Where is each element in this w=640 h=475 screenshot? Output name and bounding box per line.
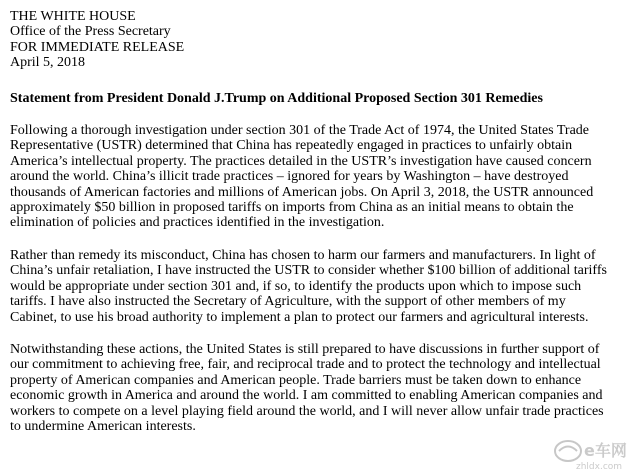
press-release-document bbox=[10, 9, 632, 434]
paragraph-line: thousands of American factories and millions of American jobs. On April 3, 2018, the USTR announced bbox=[10, 184, 594, 200]
release-header bbox=[10, 9, 632, 71]
paragraph-line: Rather than remedy its misconduct, China has chosen to harm our farmers and manufacturers. In light of bbox=[10, 247, 596, 263]
paragraph-line: workers to compete on a level playing field around the world, and I will never allow unfair trade practices bbox=[10, 403, 604, 419]
paragraph-line: elimination of policies and practices identified in the investigation. bbox=[10, 215, 385, 231]
paragraph-line: Notwithstanding these actions, the United States is still prepared to have discussions in further support of bbox=[10, 341, 600, 357]
paragraph-line: would be appropriate under section 301 and, if so, to identify the products upon which to impose such bbox=[10, 278, 582, 294]
paragraph-line: our commitment to achieving free, fair, and reciprocal trade and to protect the technology and intellectual bbox=[10, 357, 601, 373]
paragraph-3 bbox=[10, 342, 632, 434]
watermark-brand: e车网 bbox=[584, 441, 627, 460]
paragraph-line: Cabinet, to use his broad authority to implement a plan to protect our farmers and agricultural interests. bbox=[10, 309, 589, 325]
release-date: April 5, 2018 bbox=[10, 55, 86, 71]
release-notice: FOR IMMEDIATE RELEASE bbox=[10, 39, 185, 55]
org-name: THE WHITE HOUSE bbox=[10, 9, 136, 24]
paragraph-line: approximately $50 billion in proposed tariffs on imports from China as an initial means to obtain the bbox=[10, 200, 574, 216]
paragraph-line: China’s unfair retaliation, I have instructed the USTR to consider whether $100 billion of additional tariffs bbox=[10, 263, 607, 279]
paragraph-1 bbox=[10, 123, 632, 231]
statement-headline: Statement from President Donald J.Trump on Additional Proposed Section 301 Remedies bbox=[10, 90, 543, 106]
office-name: Office of the Press Secretary bbox=[10, 24, 171, 40]
paragraph-line: around the world. China’s illicit trade practices – ignored for years by Washington – have destroyed bbox=[10, 169, 569, 185]
watermark-logo bbox=[552, 438, 634, 472]
watermark-url: zhldx.com bbox=[576, 462, 623, 472]
paragraph-line: economic growth in America and around the world. I am committed to enabling American companies and bbox=[10, 388, 603, 404]
logo-icon bbox=[552, 438, 634, 472]
paragraph-line: to undermine American interests. bbox=[10, 418, 196, 434]
paragraph-2 bbox=[10, 248, 632, 325]
paragraph-line: tariffs. I have also instructed the Secretary of Agriculture, with the support of other members of my bbox=[10, 294, 566, 310]
paragraph-line: Representative (USTR) determined that China has repeatedly engaged in practices to unfairly obtain bbox=[10, 138, 573, 154]
paragraph-line: Following a thorough investigation under section 301 of the Trade Act of 1974, the United States Trade bbox=[10, 123, 589, 139]
paragraph-line: America’s intellectual property. The practices detailed in the USTR’s investigation have caused concern bbox=[10, 153, 592, 169]
paragraph-line: property of American companies and American people. Trade barriers must be taken down to enhance bbox=[10, 372, 582, 388]
